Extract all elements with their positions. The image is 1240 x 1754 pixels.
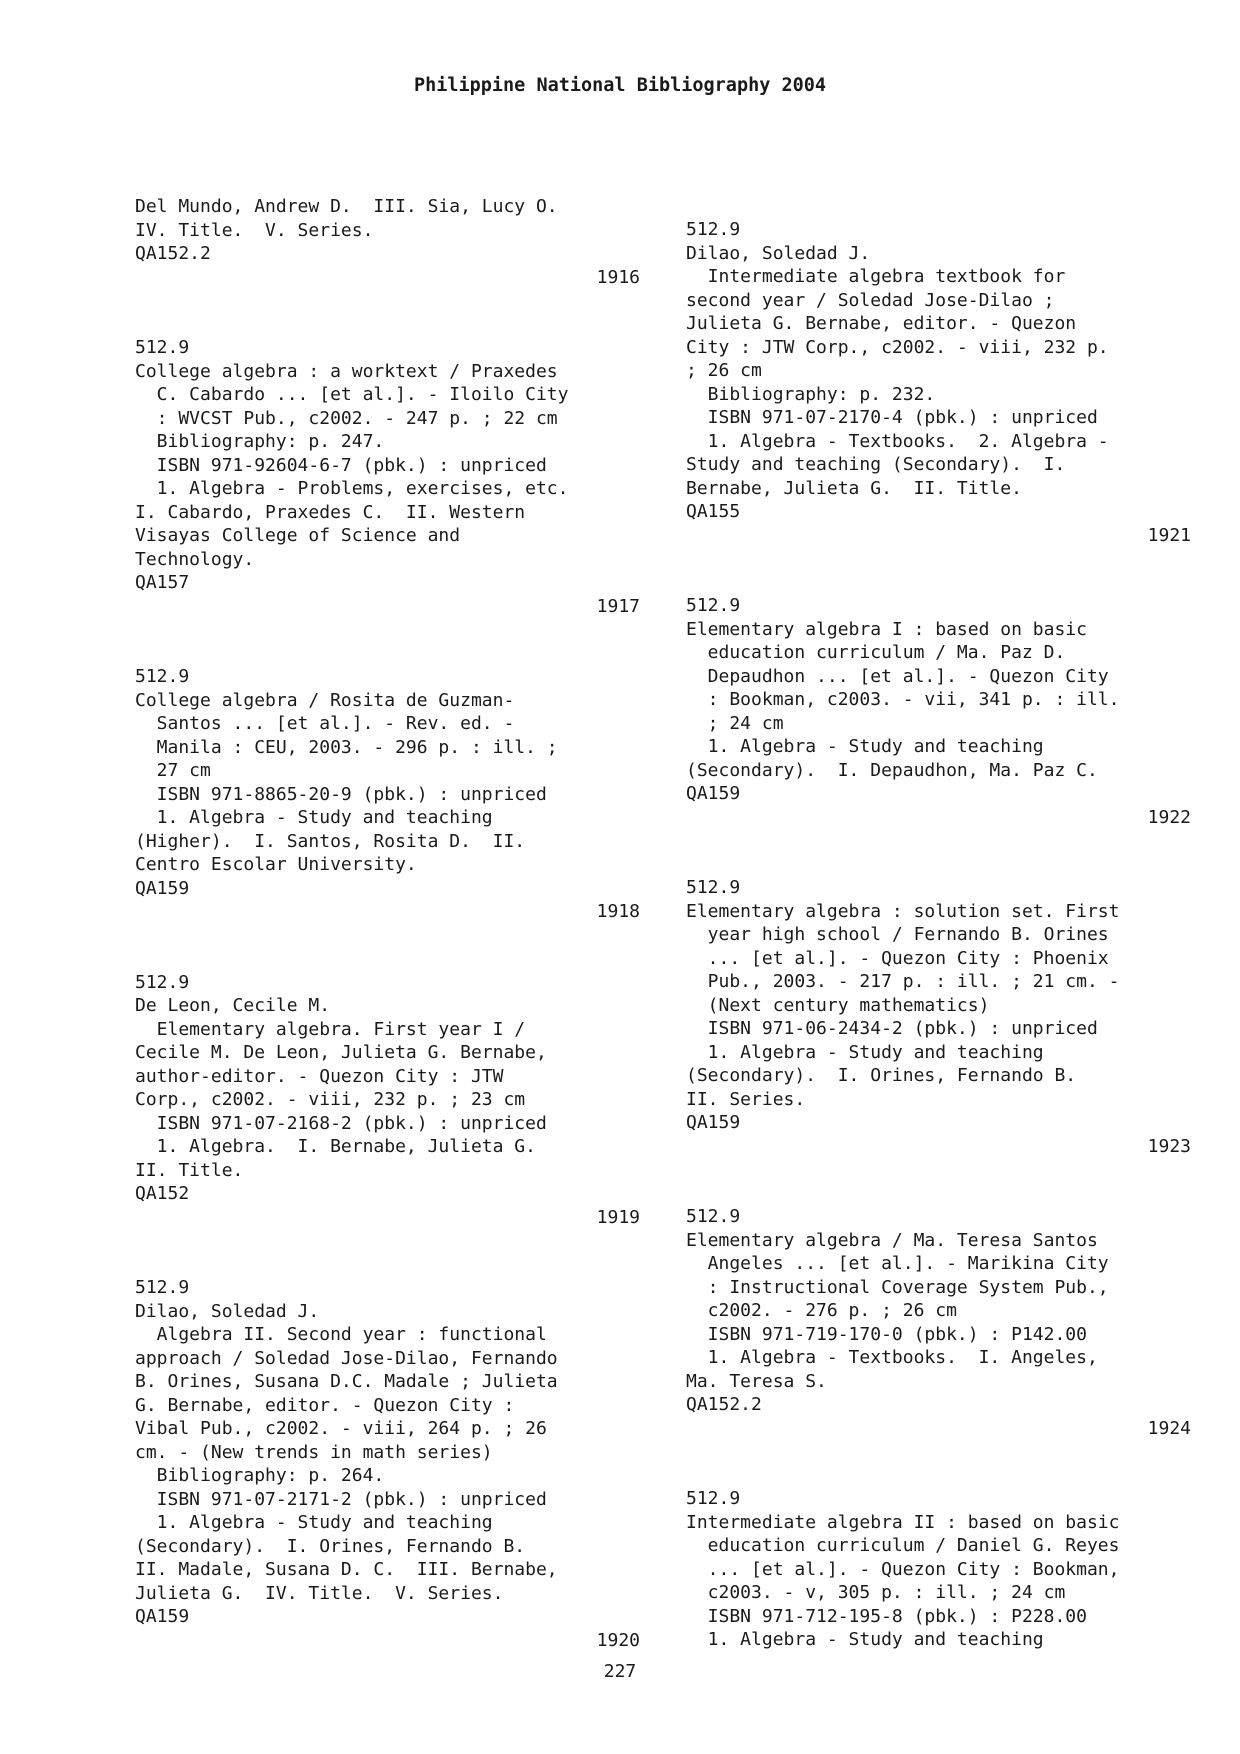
entry-number: 1922 (1147, 806, 1191, 828)
entry-line: Julieta G. IV. Title. V. Series. (135, 1582, 504, 1604)
entry-line: QA159 (135, 877, 190, 899)
entry-line: Visayas College of Science and (135, 525, 461, 546)
entry-line: Elementary algebra. First year I / (135, 1018, 526, 1040)
entry-line: 512.9 (135, 971, 190, 993)
entry-line: B. Orines, Susana D.C. Madale ; Julieta (135, 1371, 558, 1392)
entry-line: ... [et al.]. - Quezon City : Bookman, (686, 1558, 1120, 1580)
entry-line: Elementary algebra / Ma. Teresa Santos (686, 1229, 1098, 1251)
entry-line: second year / Soledad Jose-Dilao ; (686, 289, 1055, 311)
spacer (686, 1440, 1191, 1464)
entry-number: 1916 (596, 266, 640, 288)
spacer (686, 853, 1191, 877)
bibliography-entry (135, 195, 640, 336)
right-column (686, 218, 1191, 1652)
entry-line: City : JTW Corp., c2002. - viii, 232 p. (686, 336, 1109, 358)
entry-line: year high school / Fernando B. Orines (686, 924, 1109, 945)
entry-line: ISBN 971-712-195-8 (pbk.) : P228.00 (686, 1605, 1087, 1627)
entry-line: Santos ... [et al.]. - Rev. ed. - (135, 713, 515, 734)
spacer (135, 642, 640, 666)
entry-line: Julieta G. Bernabe, editor. - Quezon (686, 313, 1077, 334)
entry-line: Bibliography: p. 247. (135, 431, 385, 452)
entry-line: QA155 (686, 501, 741, 522)
entry-line: QA159 (686, 783, 741, 804)
entry-line: ISBN 971-07-2170-4 (pbk.) : unpriced (686, 407, 1098, 428)
entry-line: ... [et al.]. - Quezon City : Phoenix (686, 947, 1109, 969)
entry-line: ; 26 cm (686, 360, 762, 381)
bibliography-entry (686, 594, 1191, 876)
entry-line: Dilao, Soledad J. (686, 242, 871, 264)
entry-line: QA157 (135, 572, 190, 593)
entry-line: 512.9 (686, 877, 741, 898)
entry-line: ISBN 971-92604-6-7 (pbk.) : unpriced (135, 454, 547, 476)
entry-line: cm. - (New trends in math series) (135, 1441, 493, 1463)
entry-line: 1. Algebra - Study and teaching (686, 736, 1044, 757)
entry-line: QA152.2 (686, 1394, 762, 1415)
entry-line: Bibliography: p. 264. (135, 1465, 385, 1486)
entry-number: 1924 (1147, 1417, 1191, 1439)
entry-line: 1. Algebra - Study and teaching (135, 807, 493, 828)
spacer (686, 1158, 1191, 1182)
entry-line: : Instructional Coverage System Pub., (686, 1276, 1109, 1298)
bibliography-entry (135, 665, 640, 971)
entry-line: Cecile M. De Leon, Julieta G. Bernabe, (135, 1042, 547, 1063)
entry-line: QA159 (135, 1606, 190, 1627)
entry-line: II. Series. (686, 1088, 806, 1110)
entry-line: QA159 (686, 1112, 741, 1133)
spacer (135, 618, 640, 642)
entry-line: ISBN 971-07-2168-2 (pbk.) : unpriced (135, 1112, 547, 1134)
entry-line: education curriculum / Ma. Paz D. (686, 642, 1066, 663)
spacer (686, 547, 1191, 571)
spacer (135, 313, 640, 337)
entry-line: ISBN 971-719-170-0 (pbk.) : P142.00 (686, 1323, 1087, 1345)
entry-line: (Secondary). I. Depaudhon, Ma. Paz C. (686, 759, 1098, 781)
entry-line: Vibal Pub., c2002. - viii, 264 p. ; 26 (135, 1418, 547, 1439)
entry-line: Corp., c2002. - viii, 232 p. ; 23 cm (135, 1089, 526, 1110)
entry-line: 1. Algebra. I. Bernabe, Julieta G. (135, 1136, 536, 1157)
entry-line: Intermediate algebra textbook for (686, 266, 1066, 287)
entry-line: 1. Algebra - Problems, exercises, etc. (135, 478, 569, 499)
entry-line: Algebra II. Second year : functional (135, 1324, 547, 1345)
entry-line: approach / Soledad Jose-Dilao, Fernando (135, 1347, 558, 1369)
entry-line: Study and teaching (Secondary). I. (686, 454, 1066, 475)
spacer (135, 947, 640, 971)
entry-line: ISBN 971-06-2434-2 (pbk.) : unpriced (686, 1018, 1098, 1039)
entry-line: : WVCST Pub., c2002. - 247 p. ; 22 cm (135, 407, 558, 429)
page-header: Philippine National Bibliography 2004 (413, 75, 827, 96)
entry-line: 512.9 (686, 1206, 741, 1227)
entry-line: Elementary algebra : solution set. First (686, 900, 1120, 922)
entry-line: Del Mundo, Andrew D. III. Sia, Lucy O. (135, 196, 558, 217)
spacer (686, 829, 1191, 853)
entry-line: Intermediate algebra II : based on basic (686, 1511, 1120, 1533)
entry-line: c2002. - 276 p. ; 26 cm (686, 1300, 957, 1321)
spacer (135, 289, 640, 313)
entry-line: Bibliography: p. 232. (686, 383, 936, 405)
bibliography-entry (135, 336, 640, 665)
entry-line: QA152.2 (135, 243, 211, 264)
entry-line: Technology. (135, 548, 255, 570)
entry-line: education curriculum / Daniel G. Reyes (686, 1535, 1120, 1556)
entry-number: 1917 (596, 595, 640, 617)
entry-number: 1920 (596, 1629, 640, 1651)
entry-line: ISBN 971-8865-20-9 (pbk.) : unpriced (135, 783, 547, 805)
entry-line: Elementary algebra I : based on basic (686, 618, 1087, 640)
spacer (686, 571, 1191, 595)
entry-line: Manila : CEU, 2003. - 296 p. : ill. ; (135, 736, 558, 758)
left-column (135, 195, 640, 1652)
bibliography-entry (686, 876, 1191, 1205)
entry-number: 1918 (596, 901, 640, 922)
entry-line: ISBN 971-07-2171-2 (pbk.) : unpriced (135, 1488, 547, 1510)
entry-number: 1923 (1147, 1135, 1191, 1157)
bibliography-entry (686, 1205, 1191, 1487)
entry-line: 1. Algebra - Study and teaching (686, 1041, 1044, 1063)
page-number: 227 (603, 1661, 637, 1682)
entry-line: 512.9 (686, 595, 741, 616)
entry-line: 1. Algebra - Textbooks. 2. Algebra - (686, 430, 1109, 452)
entry-line: : Bookman, c2003. - vii, 341 p. : ill. (686, 689, 1120, 710)
spacer (686, 1464, 1191, 1488)
entry-line: I. Cabardo, Praxedes C. II. Western (135, 501, 526, 523)
entry-line: IV. Title. V. Series. (135, 219, 374, 241)
entry-line: Centro Escolar University. (135, 854, 417, 875)
entry-line: Ma. Teresa S. (686, 1370, 827, 1392)
entry-line: QA152 (135, 1183, 190, 1204)
entry-line: (Secondary). I. Orines, Fernando B. (135, 1535, 526, 1557)
entry-line: College algebra : a worktext / Praxedes (135, 360, 558, 382)
entry-number: 1921 (1147, 524, 1191, 546)
bibliography-entry (135, 971, 640, 1277)
entry-number: 1919 (596, 1206, 640, 1228)
spacer (686, 1182, 1191, 1206)
spacer (135, 1253, 640, 1277)
entry-line: G. Bernabe, editor. - Quezon City : (135, 1394, 515, 1416)
entry-line: author-editor. - Quezon City : JTW (135, 1065, 504, 1087)
entry-line: II. Madale, Susana D. C. III. Bernabe, (135, 1559, 558, 1580)
entry-line: 512.9 (135, 1277, 190, 1298)
bibliography-entry (135, 1276, 640, 1652)
bibliography-entry (686, 218, 1191, 594)
entry-line: ; 24 cm (686, 712, 784, 734)
entry-line: c2003. - v, 305 p. : ill. ; 24 cm (686, 1582, 1066, 1603)
entry-line: Bernabe, Julieta G. II. Title. (686, 477, 1022, 499)
entry-line: Pub., 2003. - 217 p. : ill. ; 21 cm. - (686, 971, 1120, 992)
entry-line: Dilao, Soledad J. (135, 1300, 320, 1322)
entry-line: 512.9 (686, 1488, 741, 1509)
entry-line: College algebra / Rosita de Guzman- (135, 689, 515, 711)
spacer (135, 1229, 640, 1253)
entry-line: (Higher). I. Santos, Rosita D. II. (135, 830, 526, 852)
bibliography-entry (686, 1487, 1191, 1652)
entry-line: C. Cabardo ... [et al.]. - Iloilo City (135, 384, 569, 405)
entry-line: (Next century mathematics) (686, 994, 990, 1016)
entry-line: Depaudhon ... [et al.]. - Quezon City (686, 665, 1109, 687)
entry-line: 1. Algebra - Textbooks. I. Angeles, (686, 1347, 1098, 1368)
entry-line: De Leon, Cecile M. (135, 995, 331, 1016)
entry-line: 1. Algebra - Study and teaching (686, 1629, 1044, 1650)
entry-line: II. Title. (135, 1159, 244, 1181)
entry-line: 1. Algebra - Study and teaching (135, 1512, 493, 1533)
entry-line: 512.9 (135, 337, 190, 358)
spacer (135, 924, 640, 948)
entry-line: 27 cm (135, 760, 211, 781)
entry-line: (Secondary). I. Orines, Fernando B. (686, 1065, 1077, 1086)
entry-line: 512.9 (686, 219, 741, 240)
entry-line: 512.9 (135, 666, 190, 687)
entry-line: Angeles ... [et al.]. - Marikina City (686, 1253, 1109, 1274)
